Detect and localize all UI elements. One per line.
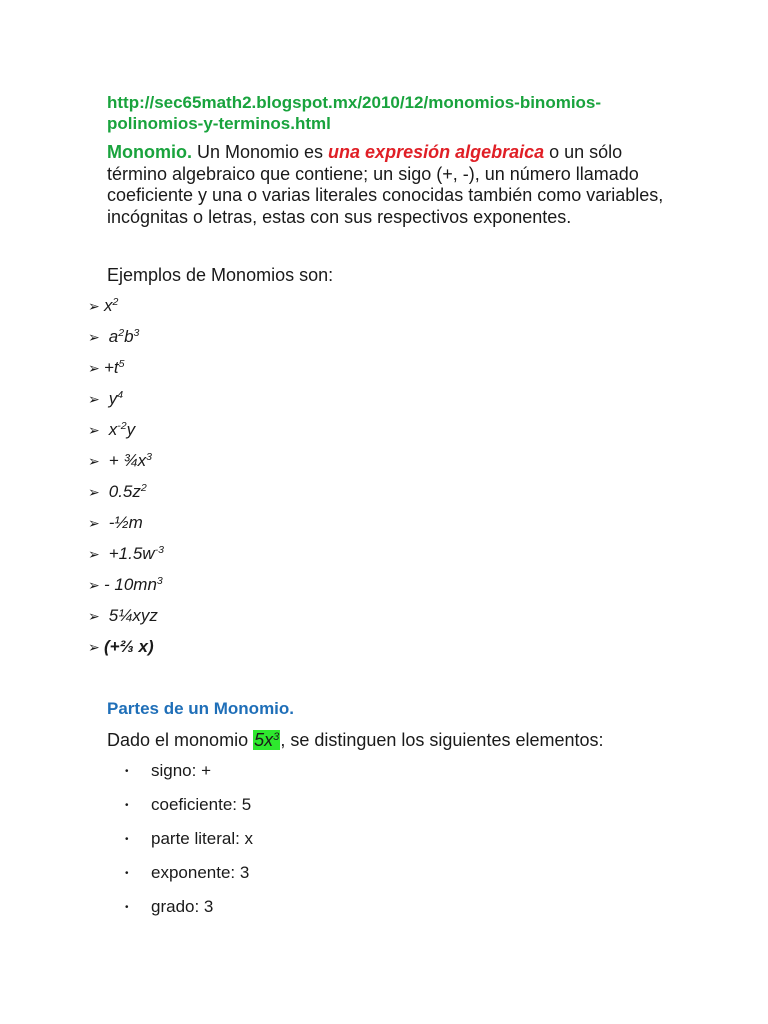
source-url-link[interactable]: http://sec65math2.blogspot.mx/2010/12/monomios-binomios-polinomios-y-terminos.html [107,93,602,133]
part-label: signo: + [151,761,212,780]
example-base: x [108,420,118,439]
example-base: 5¼xyz [108,606,158,625]
arrow-bullet-icon: ➢ [88,577,100,593]
intro-text-after: o un sólo término algebraico que contiene; un sigo (+, -), un número llamado coeficiente y una o varias literales conocidas también como variables, incógnitas o letras, estas con sus respectivos exponentes. [107,142,664,227]
arrow-bullet-icon: ➢ [88,360,100,376]
example-base: +t [104,358,119,377]
intro-paragraph [107,142,687,228]
intro-emphasis: una expresión algebraica [328,142,545,162]
part-item [125,794,253,828]
example-exponent: 2 [140,482,147,494]
monomio-heading: Monomio. [107,142,192,162]
example-exponent: 3 [146,451,152,463]
example-item [88,604,164,635]
bullet-dot-icon: • [125,902,129,913]
parts-list [125,760,253,930]
arrow-bullet-icon: ➢ [88,546,100,562]
example-base: x [104,296,113,315]
example-base: a [108,327,119,346]
examples-list [88,294,164,666]
example-exponent: 2 [118,327,125,339]
example-exponent: 2 [112,296,119,308]
example-exponent: 4 [117,389,124,401]
example-exponent: 3 [133,327,140,339]
example-base: +1.5w [108,544,155,563]
example-item [88,449,164,480]
example-item [88,294,164,325]
part-label: exponente: 3 [151,863,250,882]
example-base: - 10mn [104,575,157,594]
example-item [88,511,164,542]
bullet-dot-icon: • [125,868,129,879]
example-base: + ¾x [108,451,147,470]
part-item [125,760,253,794]
example-exponent: 3 [156,575,163,587]
arrow-bullet-icon: ➢ [88,329,100,345]
dado-text-before: Dado el monomio [107,730,254,750]
part-label: coeficiente: 5 [151,795,252,814]
part-item [125,862,253,896]
example-item [88,573,164,604]
example-exponent: -3 [154,544,164,556]
example-item [88,418,164,449]
example-base: 0.5z [108,482,141,501]
example-base: (+⅔ x) [104,637,154,656]
part-item [125,896,253,930]
arrow-bullet-icon: ➢ [88,608,100,624]
example-exponent: -2 [117,420,127,432]
example-item [88,325,164,356]
highlighted-monomio [253,730,280,750]
example-item [88,542,164,573]
bullet-dot-icon: • [125,766,129,777]
example-item [88,387,164,418]
intro-text-before: Un Monomio es [191,142,329,162]
example-base: -½m [108,513,143,532]
example-item [88,480,164,511]
arrow-bullet-icon: ➢ [88,391,100,407]
monomio-base: 5x [254,730,274,750]
arrow-bullet-icon: ➢ [88,515,100,531]
part-label: parte literal: x [151,829,254,848]
example-item [88,635,164,666]
dado-paragraph [107,729,604,751]
dado-text-after: , se distinguen los siguientes elementos: [280,730,604,750]
example-base: b [124,327,134,346]
arrow-bullet-icon: ➢ [88,484,100,500]
bullet-dot-icon: • [125,834,129,845]
partes-heading: Partes de un Monomio. [107,699,295,718]
example-exponent: 5 [118,358,125,370]
example-base: y [126,420,136,439]
arrow-bullet-icon: ➢ [88,639,100,655]
arrow-bullet-icon: ➢ [88,453,100,469]
monomio-exponent: 3 [273,731,280,743]
part-label: grado: 3 [151,897,214,916]
examples-title: Ejemplos de Monomios son: [107,265,334,285]
bullet-dot-icon: • [125,800,129,811]
example-base: y [108,389,118,408]
arrow-bullet-icon: ➢ [88,298,100,314]
arrow-bullet-icon: ➢ [88,422,100,438]
part-item [125,828,253,862]
example-item [88,356,164,387]
